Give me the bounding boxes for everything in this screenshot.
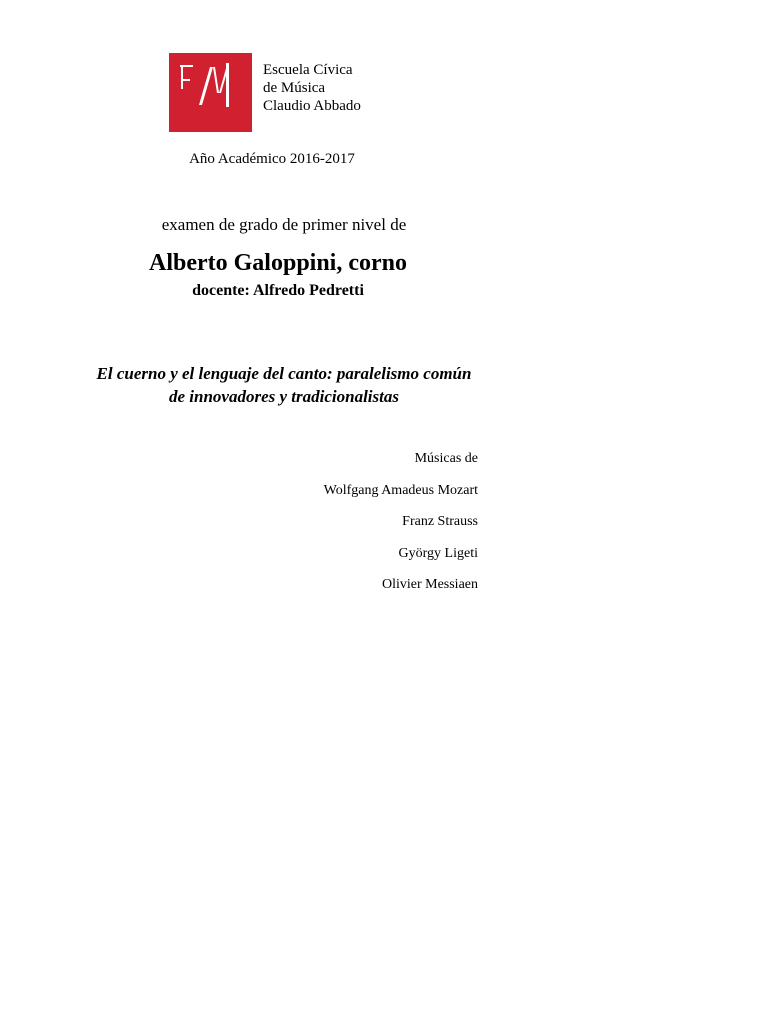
- school-logo: [169, 53, 252, 132]
- fm-monogram-icon: [169, 53, 252, 132]
- composer-item: György Ligeti: [398, 545, 478, 561]
- school-name-line2: de Música: [263, 80, 326, 96]
- thesis-title-line2: de innovadores y tradicionalistas: [169, 387, 399, 406]
- composer-list: [200, 449, 478, 607]
- composer-item: Franz Strauss: [402, 514, 478, 529]
- school-name: [263, 61, 403, 115]
- exam-description: examen de grado de primer nivel de: [161, 215, 407, 234]
- school-name-line1: Escuela Cívica: [263, 62, 353, 78]
- student-name: Alberto Galoppini, corno: [148, 250, 407, 276]
- teacher-name: docente: Alfredo Pedretti: [192, 282, 364, 299]
- thesis-title: [60, 362, 508, 408]
- academic-year: Año Académico 2016-2017: [189, 151, 355, 167]
- composer-item: Olivier Messiaen: [381, 577, 478, 592]
- composer-item: Wolfgang Amadeus Mozart: [323, 482, 478, 498]
- composer-list-heading: Músicas de: [414, 451, 478, 466]
- school-name-line3: Claudio Abbado: [263, 98, 361, 114]
- thesis-title-line1: El cuerno y el lenguaje del canto: paralelismo común: [96, 364, 472, 383]
